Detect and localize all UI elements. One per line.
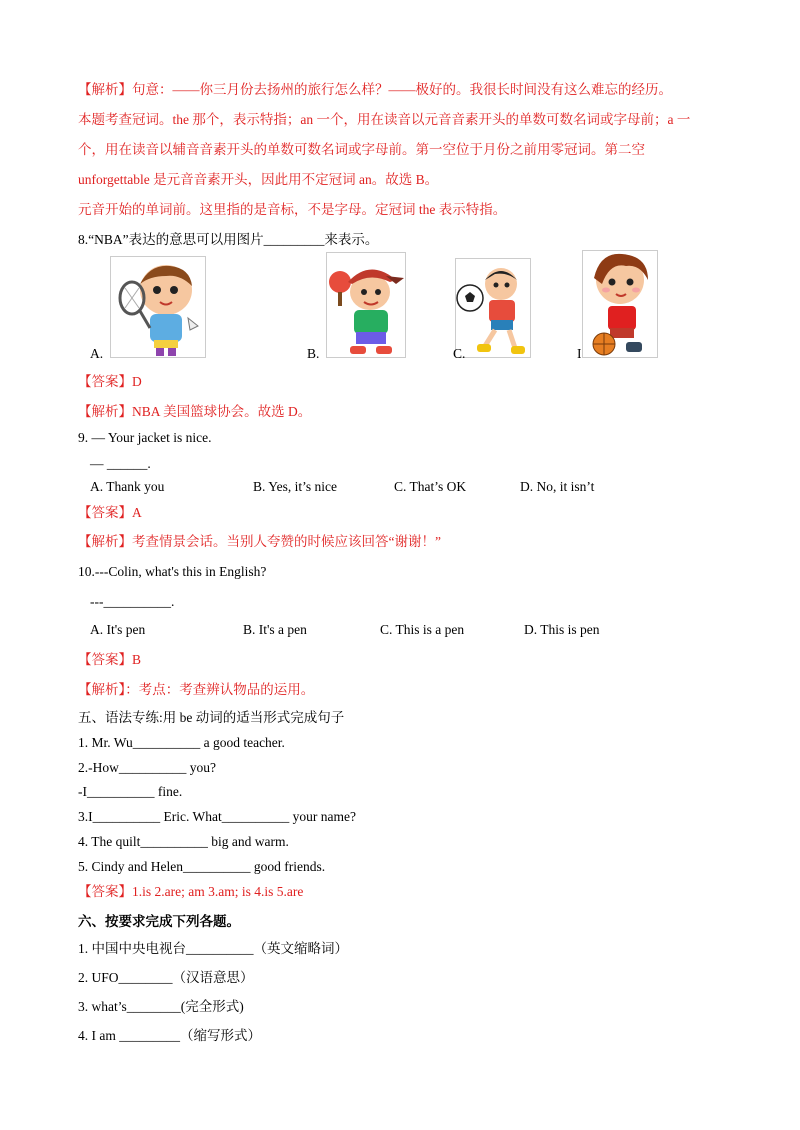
- section6-title: 六、按要求完成下列各题。: [78, 914, 240, 929]
- q9-answer: 【答案】A: [78, 505, 142, 520]
- ping-pong-kid-image: [326, 252, 406, 358]
- analysis-q7-line2: 本题考查冠词。the 那个，表示特指；an 一个，用在读音以元音音素开头的单数可数名词或字母前；a 一: [78, 112, 691, 127]
- q10-option-b: B. It's a pen: [243, 622, 307, 637]
- badminton-kid-image: [110, 256, 206, 358]
- q10-analysis: 【解析】：考点：考查辨认物品的运用。: [78, 682, 315, 697]
- q8-option-d-label: I: [577, 346, 582, 361]
- section5-item-2b: -I__________ fine.: [78, 784, 183, 799]
- q10-option-d: D. This is pen: [524, 622, 600, 637]
- q9-blank: — ______.: [90, 456, 151, 471]
- section5-item-5: 5. Cindy and Helen__________ good friends.: [78, 859, 326, 874]
- section5-item-4: 4. The quilt__________ big and warm.: [78, 834, 289, 849]
- q8-stem: 8.“NBA”表达的意思可以用图片_________来表示。: [78, 232, 379, 247]
- q8-answer: 【答案】D: [78, 374, 142, 389]
- q9-option-d: D. No, it isn’t: [520, 479, 595, 494]
- section5-answer: 【答案】1.is 2.are; am 3.am; is 4.is 5.are: [78, 884, 304, 899]
- analysis-q7-line1: 【解析】句意：——你三月份去扬州的旅行怎么样？——极好的。我很长时间没有这么难忘的经历。: [78, 82, 672, 97]
- section5-title: 五、语法专练:用 be 动词的适当形式完成句子: [78, 710, 345, 725]
- section5-item-2: 2.-How__________ you?: [78, 760, 216, 775]
- q9-option-a: A. Thank you: [90, 479, 165, 494]
- q10-option-a: A. It's pen: [90, 622, 146, 637]
- section5-item-3: 3.I__________ Eric. What__________ your name?: [78, 809, 356, 824]
- q10-blank: ---__________.: [90, 594, 175, 609]
- q9-analysis: 【解析】考查情景会话。当别人夸赞的时候应该回答“谢谢！”: [78, 534, 441, 549]
- section6-item-2: 2. UFO________（汉语意思）: [78, 970, 254, 985]
- q10-answer: 【答案】B: [78, 652, 142, 667]
- analysis-q7-line3: 个，用在读音以辅音音素开头的单数可数名词或字母前。第一空位于月份之前用零冠词。第二空: [78, 142, 645, 157]
- q9-option-c: C. That’s OK: [394, 479, 467, 494]
- q8-option-c-label: C.: [453, 346, 466, 361]
- soccer-kid-image: [455, 258, 531, 358]
- section6-item-1: 1. 中国中央电视台__________（英文缩略词）: [78, 941, 348, 956]
- q10-stem: 10.---Colin, what's this in English?: [78, 564, 267, 579]
- q10-option-c: C. This is a pen: [380, 622, 465, 637]
- q8-option-b-label: B.: [307, 346, 320, 361]
- q8-analysis: 【解析】NBA 美国篮球协会。故选 D。: [78, 404, 312, 419]
- section5-item-1: 1. Mr. Wu__________ a good teacher.: [78, 735, 285, 750]
- section6-item-4: 4. I am _________（缩写形式）: [78, 1028, 261, 1043]
- q8-option-a-label: A.: [90, 346, 104, 361]
- q9-option-b: B. Yes, it’s nice: [253, 479, 338, 494]
- q9-stem: 9. — Your jacket is nice.: [78, 430, 212, 445]
- basketball-kid-image: [582, 250, 658, 358]
- section6-item-3: 3. what’s________(完全形式): [78, 999, 244, 1014]
- analysis-q7-line5: 元音开始的单词前。这里指的是音标，不是字母。定冠词 the 表示特指。: [78, 202, 507, 217]
- analysis-q7-line4: unforgettable 是元音音素开头，因此用不定冠词 an。故选 B。: [78, 172, 439, 187]
